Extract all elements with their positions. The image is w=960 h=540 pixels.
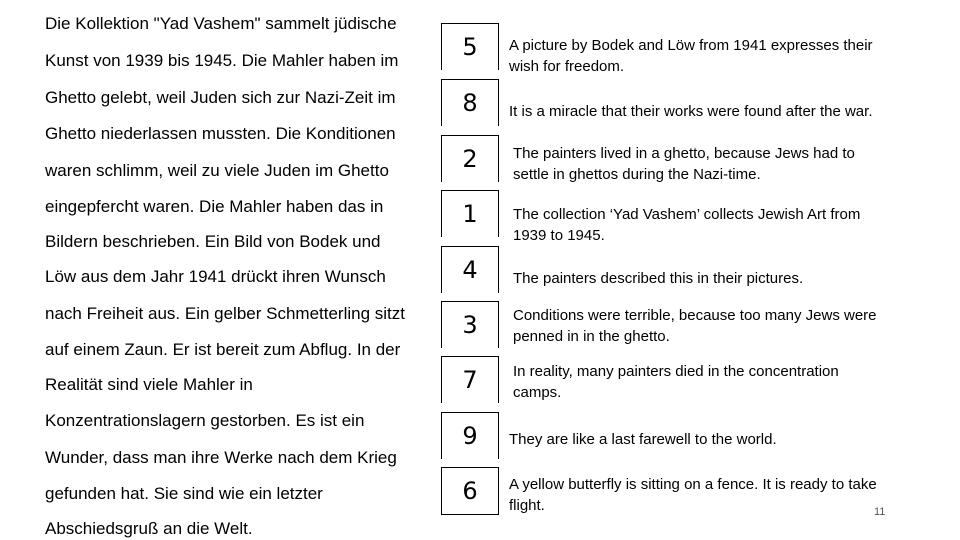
german-line: Kunst von 1939 bis 1945. Die Mahler haben im xyxy=(45,51,399,70)
english-item xyxy=(513,268,933,289)
number-box: 7 xyxy=(441,356,499,403)
english-line: flight. xyxy=(509,497,545,514)
english-item xyxy=(513,361,933,403)
english-item xyxy=(509,474,929,516)
page-number: 11 xyxy=(874,506,886,518)
english-item xyxy=(513,204,933,246)
number-box: 5 xyxy=(441,23,499,70)
number-box: 9 xyxy=(441,412,499,459)
english-item xyxy=(513,143,933,185)
german-line: waren schlimm, weil zu viele Juden im Ghetto xyxy=(45,161,389,180)
german-line: Konzentrationslagern gestorben. Es ist ein xyxy=(45,411,365,430)
english-line: 1939 to 1945. xyxy=(513,227,605,244)
german-line: Ghetto gelebt, weil Juden sich zur Nazi-Zeit im xyxy=(45,88,396,107)
german-line: Ghetto niederlassen mussten. Die Konditionen xyxy=(45,124,396,143)
english-line: penned in in the ghetto. xyxy=(513,328,670,345)
english-line: In reality, many painters died in the concentration xyxy=(513,363,839,380)
english-line: A picture by Bodek and Löw from 1941 expresses their xyxy=(509,37,873,54)
german-line: Wunder, dass man ihre Werke nach dem Krieg xyxy=(45,448,397,467)
english-line: A yellow butterfly is sitting on a fence. It is ready to take xyxy=(509,476,877,493)
german-line: nach Freiheit aus. Ein gelber Schmetterling sitzt xyxy=(45,304,406,323)
german-line: Realität sind viele Mahler in xyxy=(45,375,253,394)
german-line: eingepfercht waren. Die Mahler haben das in xyxy=(45,197,384,216)
number-box: 2 xyxy=(441,135,499,182)
number-box: 3 xyxy=(441,301,499,348)
english-item xyxy=(509,101,929,122)
english-line: camps. xyxy=(513,384,562,401)
english-item xyxy=(513,305,933,347)
english-line: It is a miracle that their works were found after the war. xyxy=(509,103,873,120)
english-item xyxy=(509,429,929,450)
number-box: 1 xyxy=(441,190,499,237)
english-line: Conditions were terrible, because too many Jews were xyxy=(513,307,877,324)
english-line: The painters lived in a ghetto, because Jews had to xyxy=(513,145,855,162)
german-line: Löw aus dem Jahr 1941 drückt ihren Wunsch xyxy=(45,267,386,286)
german-line: Abschiedsgruß an die Welt. xyxy=(45,519,253,538)
english-item xyxy=(509,35,929,77)
number-box: 4 xyxy=(441,246,499,293)
english-line: The collection ‘Yad Vashem’ collects Jewish Art from xyxy=(513,206,861,223)
german-line: Bildern beschrieben. Ein Bild von Bodek und xyxy=(45,232,381,251)
german-line: auf einem Zaun. Er ist bereit zum Abflug. In der xyxy=(45,340,401,359)
english-line: The painters described this in their pictures. xyxy=(513,270,804,287)
number-box: 6 xyxy=(441,467,499,515)
english-line: settle in ghettos during the Nazi-time. xyxy=(513,166,761,183)
german-line: gefunden hat. Sie sind wie ein letzter xyxy=(45,484,323,503)
english-line: wish for freedom. xyxy=(509,58,625,75)
number-box: 8 xyxy=(441,79,499,126)
german-line: Die Kollektion "Yad Vashem" sammelt jüdische xyxy=(45,14,397,33)
english-line: They are like a last farewell to the world. xyxy=(509,431,777,448)
